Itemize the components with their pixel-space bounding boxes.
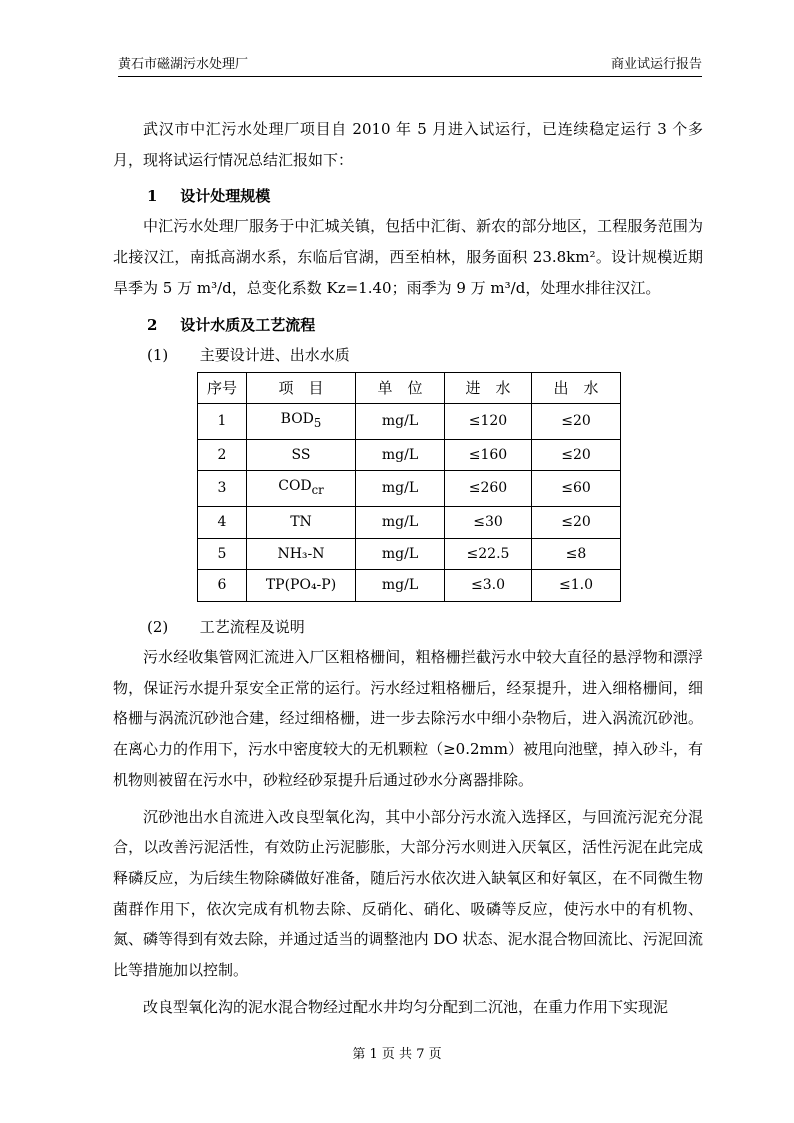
section-1-title: 设计处理规模 [180, 187, 271, 206]
section-2-heading [113, 310, 703, 340]
cell-item-subscript: cr [311, 483, 324, 498]
cell-effluent: ≤20 [532, 506, 621, 538]
cell-item [247, 570, 356, 602]
cell-influent: ≤22.5 [445, 538, 532, 570]
process-paragraph-3: 改良型氧化沟的泥水混合物经过配水井均匀分配到二沉池，在重力作用下实现泥 [143, 997, 669, 1016]
cell-unit: mg/L [356, 439, 445, 471]
cell-unit: mg/L [356, 506, 445, 538]
cell-influent: ≤3.0 [445, 570, 532, 602]
col-header-effluent: 出 水 [532, 372, 621, 404]
cell-influent: ≤160 [445, 439, 532, 471]
cell-effluent: ≤20 [532, 439, 621, 471]
document-body [113, 114, 703, 1022]
header-report-title: 商业试运行报告 [610, 57, 702, 72]
table-row [198, 404, 621, 440]
subsection-1-number: (1) [147, 345, 169, 364]
table-row [198, 506, 621, 538]
section-1-paragraph: 中汇污水处理厂服务于中汇城关镇，包括中汇街、新农的部分地区，工程服务范围为北接汉江，南抵高湖水系，东临后官湖，西至柏林，服务面积 23.8km²。设计规模近期旱季为 5 万 m³/d，总变化系数 Kz=1.40；雨季为 9 万 m³/d，处理水排往汉江。 [113, 217, 703, 297]
section-2-title: 设计水质及工艺流程 [180, 315, 316, 334]
cell-no: 5 [198, 538, 247, 570]
page-header [118, 56, 702, 77]
cell-item-text: SS [291, 446, 311, 463]
section-1-heading [113, 181, 703, 211]
cell-item [247, 439, 356, 471]
water-quality-table [197, 372, 621, 603]
table-row [198, 538, 621, 570]
cell-item [247, 471, 356, 507]
col-header-no: 序号 [198, 372, 247, 404]
subsection-2-number: (2) [147, 618, 169, 637]
cell-item-text: TN [290, 513, 312, 530]
cell-unit: mg/L [356, 570, 445, 602]
cell-unit: mg/L [356, 404, 445, 440]
cell-item [247, 506, 356, 538]
cell-item-subscript: 5 [313, 416, 322, 431]
cell-item-text: COD [278, 478, 312, 495]
page-footer: 第 1 页 共 7 页 [352, 1047, 442, 1062]
col-header-influent: 进 水 [445, 372, 532, 404]
table-body [198, 404, 621, 602]
cell-influent: ≤120 [445, 404, 532, 440]
table-row [198, 439, 621, 471]
subsection-1-title: 主要设计进、出水水质 [199, 345, 350, 364]
subsection-2-title: 工艺流程及说明 [199, 618, 305, 637]
cell-effluent: ≤8 [532, 538, 621, 570]
table-row [198, 471, 621, 507]
cell-effluent: ≤20 [532, 404, 621, 440]
cell-no: 6 [198, 570, 247, 602]
cell-no: 4 [198, 506, 247, 538]
cell-item [247, 538, 356, 570]
subsection-2-heading [113, 612, 703, 642]
table-header-row [198, 372, 621, 404]
cell-item-text: TP(PO₄-P) [265, 577, 337, 594]
cell-effluent: ≤60 [532, 471, 621, 507]
cell-item [247, 404, 356, 440]
section-1-number: 1 [147, 187, 158, 206]
cell-unit: mg/L [356, 538, 445, 570]
cell-no: 3 [198, 471, 247, 507]
header-org-name: 黄石市磁湖污水处理厂 [118, 57, 249, 72]
intro-paragraph: 武汉市中汇污水处理厂项目自 2010 年 5 月进入试运行，已连续稳定运行 3 个多月，现将试运行情况总结汇报如下： [113, 120, 703, 169]
col-header-item: 项 目 [247, 372, 356, 404]
section-2-number: 2 [147, 315, 158, 334]
table-row [198, 570, 621, 602]
cell-item-text: NH₃-N [277, 545, 325, 562]
cell-unit: mg/L [356, 471, 445, 507]
subsection-1-heading [113, 340, 703, 370]
process-paragraph-1: 污水经收集管网汇流进入厂区粗格栅间，粗格栅拦截污水中较大直径的悬浮物和漂浮物，保证污水提升泵安全正常的运行。污水经过粗格栅后，经泵提升，进入细格栅间，细格栅与涡流沉砂池合建，经过细格栅，进一步去除污水中细小杂物后，进入涡流沉砂池。在离心力的作用下，污水中密度较大的无机颗粒（≥0.2mm）被甩向池壁，掉入砂斗，有机物则被留在污水中，砂粒经砂泵提升后通过砂水分离器排除。 [113, 648, 703, 789]
cell-influent: ≤260 [445, 471, 532, 507]
cell-effluent: ≤1.0 [532, 570, 621, 602]
cell-no: 2 [198, 439, 247, 471]
cell-item-text: BOD [280, 411, 314, 428]
col-header-unit: 单 位 [356, 372, 445, 404]
process-paragraph-2: 沉砂池出水自流进入改良型氧化沟，其中小部分污水流入选择区，与回流污泥充分混合，以改善污泥活性，有效防止污泥膨胀，大部分污水则进入厌氧区，活性污泥在此完成释磷反应，为后续生物除磷做好准备，随后污水依次进入缺氧区和好氧区，在不同微生物菌群作用下，依次完成有机物去除、反硝化、硝化、吸磷等反应，使污水中的有机物、氮、磷等得到有效去除，并通过适当的调整池内 DO 状态、泥水混合物回流比、污泥回流比等措施加以控制。 [113, 807, 703, 980]
cell-influent: ≤30 [445, 506, 532, 538]
cell-no: 1 [198, 404, 247, 440]
